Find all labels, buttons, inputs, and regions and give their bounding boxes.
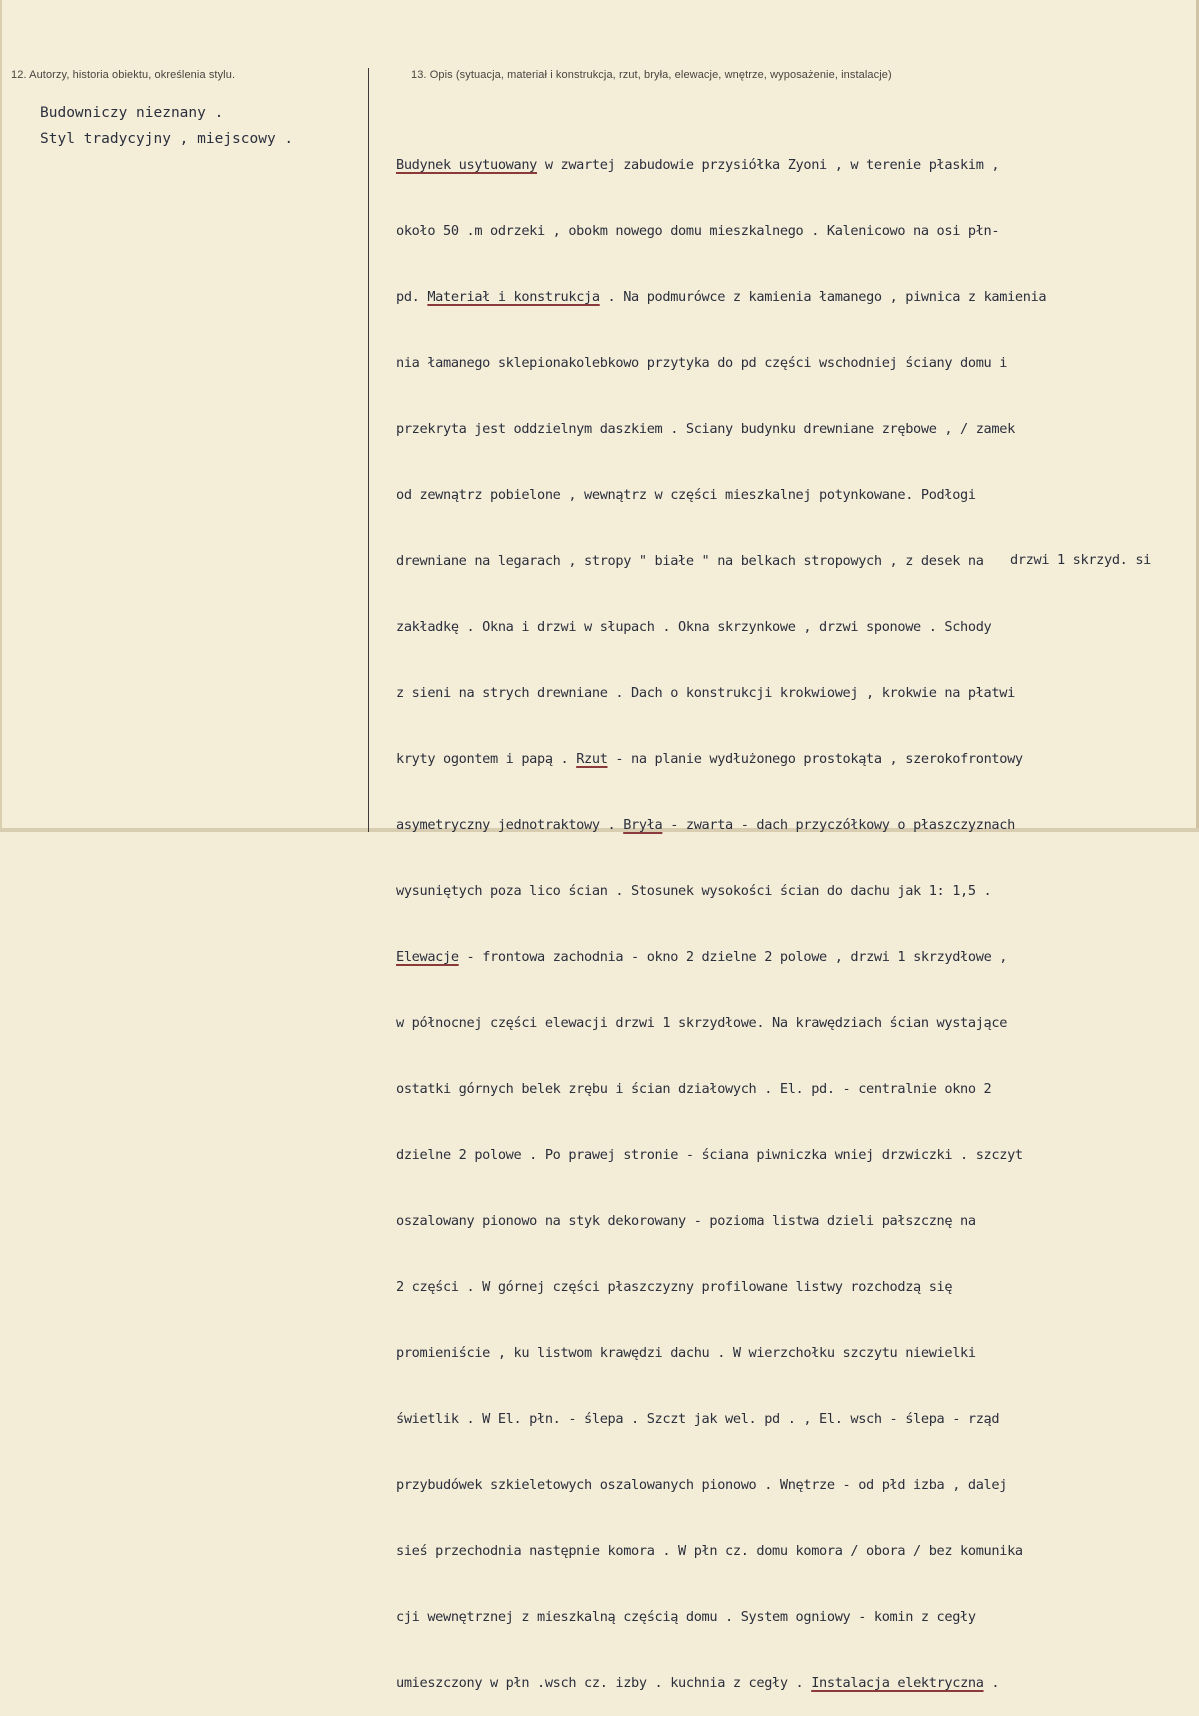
text-line: oszalowany pionowo na styk dekorowany - pozioma listwa dzieli pałszcznę na — [396, 1213, 976, 1229]
section-13-header: 13. Opis (sytuacja, materiał i konstrukcja, rzut, bryła, elewacje, wnętrze, wyposażenie, instalacje) — [411, 69, 892, 81]
text-line: Elewacje - frontowa zachodnia - okno 2 dzielne 2 polowe , drzwi 1 skrzydłowe , — [396, 949, 1008, 965]
text-line: od zewnątrz pobielone , wewnątrz w części mieszkalnej potynkowane. Podłogi — [396, 487, 976, 503]
text-line: w północnej części elewacji drzwi 1 skrzydłowe. Na krawędziach ścian wystające — [396, 1015, 1008, 1031]
builder-line: Budowniczy nieznany . — [40, 105, 224, 121]
text-line: drewniane na legarach , stropy " białe " na belkach stropowych , z desek na — [396, 553, 984, 569]
heading-material: Materiał i konstrukcja — [427, 289, 600, 305]
text-line: przekryta jest oddzielnym daszkiem . Sciany budynku drewniane zrębowe , / zamek — [396, 421, 1015, 437]
authors-style-section — [40, 101, 293, 152]
text-line: umieszczony w płn .wsch cz. izby . kuchnia z cegły . Instalacja elektryczna . — [396, 1675, 1000, 1691]
section-12-header: 12. Autorzy, historia obiektu, określenia stylu. — [11, 69, 236, 81]
heading-plan: Rzut — [576, 751, 608, 767]
text-line: promieniście , ku listwom krawędzi dachu . W wierzchołku szczytu niewielki — [396, 1345, 976, 1361]
text-line: około 50 .m odrzeki , obokm nowego domu mieszkalnego . Kalenicowo na osi płn- — [396, 223, 1000, 239]
text-line: Budynek usytuowany w zwartej zabudowie przysiółka Zyoni , w terenie płaskim , — [396, 157, 1000, 173]
column-divider — [368, 68, 369, 832]
text-line: 2 części . W górnej części płaszczyzny profilowane listwy rozchodzą się — [396, 1279, 953, 1295]
text-line: wysuniętych poza lico ścian . Stosunek wysokości ścian do dachu jak 1: 1,5 . — [396, 883, 992, 899]
heading-elevations: Elewacje — [396, 949, 459, 965]
text-line: asymetryczny jednotraktowy . Bryła - zwarta - dach przyczółkowy o płaszczyznach — [396, 817, 1015, 833]
text-line: świetlik . W El. płn. - ślepa . Szczt jak wel. pd . , El. wsch - ślepa - rząd — [396, 1411, 1000, 1427]
heading-situation: Budynek usytuowany — [396, 157, 538, 173]
heading-mass: Bryła — [623, 817, 663, 833]
description-section — [396, 110, 1196, 1716]
heading-installation: Instalacja elektryczna — [811, 1675, 984, 1691]
style-line: Styl tradycyjny , miejscowy . — [40, 130, 294, 147]
text-line: kryty ogontem i papą . Rzut - na planie wydłużonego prostokąta , szerokofrontowy — [396, 751, 1023, 767]
text-line: nia łamanego sklepionakolebkowo przytyka do pd części wschodniej ściany domu i — [396, 355, 1008, 371]
text-line: sieś przechodnia następnie komora . W płn cz. domu komora / obora / bez komunika — [396, 1543, 1023, 1559]
text-line: dzielne 2 polowe . Po prawej stronie - ściana piwniczka wniej drzwiczki . szczyt — [396, 1147, 1023, 1163]
text-line: pd. Materiał i konstrukcja . Na podmurówce z kamienia łamanego , piwnica z kamienia — [396, 289, 1047, 305]
text-line: przybudówek szkieletowych oszalowanych pionowo . Wnętrze - od płd izba , dalej — [396, 1477, 1008, 1493]
text-line: cji wewnętrznej z mieszkalną częścią domu . System ogniowy - komin z cegły — [396, 1609, 976, 1625]
text-line: z sieni na strych drewniane . Dach o konstrukcji krokwiowej , krokwie na płatwi — [396, 685, 1015, 701]
text-line: zakładkę . Okna i drzwi w słupach . Okna skrzynkowe , drzwi sponowe . Schody — [396, 619, 992, 635]
overtyped-text: drzwi 1 skrzyd. si — [1010, 552, 1152, 568]
text-line: ostatki górnych belek zrębu i ścian działowych . El. pd. - centralnie okno 2 — [396, 1081, 992, 1097]
